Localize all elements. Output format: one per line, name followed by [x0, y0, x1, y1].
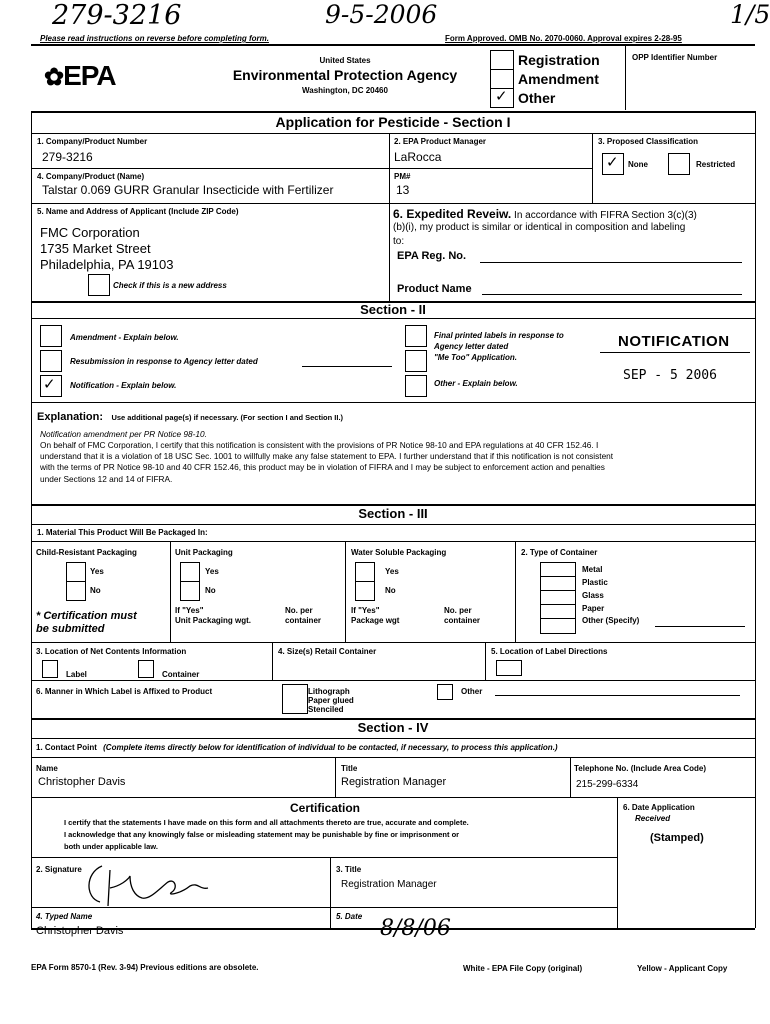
title-2-value: Registration Manager	[341, 879, 437, 890]
classification-none-label: None	[628, 160, 648, 169]
child-resistant-yes-checkbox[interactable]	[66, 562, 86, 582]
explanation-line-3: understand that it is a violation of 18 USC Sec. 1001 to willfully make any false statement to EPA. I further understand that if this notification is not consistent	[40, 451, 614, 461]
manner-label: 6. Manner in Which Label is Affixed to Product	[36, 687, 213, 696]
water-soluble-label: Water Soluble Packaging	[351, 548, 447, 557]
container-paper-label: Paper	[582, 604, 605, 613]
water-container-label: container	[444, 616, 481, 625]
certification-title: Certification	[289, 801, 360, 815]
unit-packaging-label: Unit Packaging	[175, 548, 233, 557]
pm-number-value: 13	[396, 183, 410, 197]
applicant-label: 5. Name and Address of Applicant (Include ZIP Code)	[37, 207, 239, 216]
notification-label: Notification - Explain below.	[70, 381, 177, 390]
water-soluble-no-checkbox[interactable]	[355, 581, 375, 601]
registration-checkbox[interactable]	[490, 50, 514, 70]
opp-identifier-label: OPP Identifier Number	[632, 53, 718, 62]
agency-name: Environmental Protection Agency	[232, 67, 458, 83]
classification-label: 3. Proposed Classification	[598, 137, 699, 146]
water-if-yes-label: If "Yes"	[351, 606, 380, 615]
unit-packaging-no-checkbox[interactable]	[180, 581, 200, 601]
container-other-label: Other (Specify)	[582, 616, 640, 625]
epa-logo: ✿EPA	[44, 60, 116, 91]
manner-other-checkbox[interactable]	[437, 684, 453, 700]
explanation-line-5: under Sections 12 and 14 of FIFRA.	[40, 474, 173, 484]
container-plastic-label: Plastic	[582, 578, 608, 587]
explanation-line-4: with the terms of PR Notice 98-10 and 40 CFR 152.46, this product may be in violation of FIFRA and I may be subject to enforcement action and penalties	[40, 462, 605, 472]
net-contents-label: 3. Location of Net Contents Information	[36, 647, 187, 656]
certification-note-2: be submitted	[36, 623, 105, 635]
classification-restricted-label: Restricted	[696, 160, 736, 169]
yellow-copy-label: Yellow - Applicant Copy	[637, 964, 728, 973]
new-address-label: Check if this is a new address	[113, 281, 227, 290]
white-copy-label: White - EPA File Copy (original)	[463, 964, 583, 973]
net-label-label: Label	[66, 670, 87, 679]
pm-number-label: PM#	[394, 172, 411, 181]
other-label: Other	[518, 90, 556, 106]
manner-lithograph-label: Lithograph	[308, 687, 350, 696]
check-mark-icon: ✓	[495, 88, 508, 105]
contact-name-value: Christopher Davis	[38, 776, 126, 788]
child-resistant-yes-label: Yes	[90, 567, 104, 576]
form-number: EPA Form 8570-1 (Rev. 3-94) Previous editions are obsolete.	[31, 963, 259, 972]
check-mark-icon: ✓	[43, 376, 56, 393]
handwritten-date-signed: 8/8/06	[380, 916, 451, 941]
epa-flower-icon: ✿	[44, 64, 64, 91]
check-mark-icon: ✓	[606, 154, 619, 171]
material-label: 1. Material This Product Will Be Packaged In:	[37, 528, 208, 537]
manner-lithograph-checkbox[interactable]	[282, 684, 308, 714]
label-directions-field[interactable]	[496, 660, 522, 676]
section-1-title: Application for Pesticide - Section I	[275, 114, 511, 130]
unit-container-label: container	[285, 616, 322, 625]
expedited-review-text-2: (b)(i), my product is similar or identical in composition and labeling	[393, 222, 686, 233]
signature-field[interactable]	[80, 858, 250, 908]
product-name-label: 4. Company/Product (Name)	[37, 172, 145, 181]
product-manager-label: 2. EPA Product Manager	[394, 137, 487, 146]
expedited-review-text-3: to:	[393, 236, 405, 247]
me-too-label: "Me Too" Application.	[434, 353, 517, 362]
agency-address: Washington, DC 20460	[302, 86, 388, 95]
container-type-label: 2. Type of Container	[521, 548, 598, 557]
package-wgt-label: Package wgt	[351, 616, 400, 625]
unit-packaging-no-label: No	[205, 586, 216, 595]
phone-label: Telephone No. (Include Area Code)	[574, 764, 707, 773]
agency-line1: United States	[319, 56, 371, 65]
certification-line-2: I acknowledge that any knowingly false or misleading statement may be punishable by fine or imprisonment or	[64, 830, 460, 839]
net-label-checkbox[interactable]	[42, 660, 58, 678]
final-labels-label: Final printed labels in response to	[434, 331, 564, 340]
handwritten-date: 9-5-2006	[325, 0, 438, 29]
date-received-label: 6. Date Application	[623, 803, 695, 812]
classification-restricted-checkbox[interactable]	[668, 153, 690, 175]
container-other-checkbox[interactable]	[540, 618, 576, 634]
handwritten-reg-number: 279-3216	[52, 0, 182, 31]
product-name-value: Talstar 0.069 GURR Granular Insecticide with Fertilizer	[42, 183, 334, 197]
net-container-label: Container	[162, 670, 200, 679]
other-explain-label: Other - Explain below.	[434, 379, 518, 388]
date-label: 5. Date	[336, 912, 363, 921]
container-metal-label: Metal	[582, 565, 603, 574]
phone-value: 215-299-6334	[576, 779, 639, 790]
unit-if-yes-label: If "Yes"	[175, 606, 204, 615]
applicant-line-3: Philadelphia, PA 19103	[40, 257, 174, 272]
explanation-label: Explanation: Use additional page(s) if necessary. (For section I and Section II.)	[37, 411, 344, 423]
amendment-explain-label: Amendment - Explain below.	[70, 333, 179, 342]
other-explain-checkbox[interactable]	[405, 375, 427, 397]
contact-title-value: Registration Manager	[341, 776, 447, 788]
applicant-line-1: FMC Corporation	[40, 225, 140, 240]
certification-note: * Certification must	[36, 610, 137, 622]
contact-name-label: Name	[36, 764, 58, 773]
retail-size-label: 4. Size(s) Retail Container	[278, 647, 377, 656]
resubmission-checkbox[interactable]	[40, 350, 62, 372]
title-2-label: 3. Title	[336, 865, 362, 874]
water-soluble-no-label: No	[385, 586, 396, 595]
notification-stamp: NOTIFICATION	[618, 333, 730, 350]
water-soluble-yes-label: Yes	[385, 567, 399, 576]
resubmission-label: Resubmission in response to Agency letter dated	[70, 357, 258, 366]
manner-paper-label: Paper glued	[308, 696, 354, 705]
contact-title-label: Title	[341, 764, 358, 773]
certification-line-3: both under applicable law.	[64, 842, 158, 851]
certification-line-1: I certify that the statements I have made on this form and all attachments thereto are true, accurate and complete.	[64, 818, 469, 827]
date-received-label-2: Received	[635, 814, 671, 823]
section-4-title: Section - IV	[357, 720, 429, 735]
company-number-value: 279-3216	[42, 150, 93, 164]
epa-reg-no-label: EPA Reg. No.	[397, 250, 467, 262]
child-resistant-no-label: No	[90, 586, 101, 595]
label-directions-label: 5. Location of Label Directions	[491, 647, 608, 656]
instructions-text: Please read instructions on reverse before completing form.	[40, 34, 269, 43]
signature-label: 2. Signature	[36, 865, 82, 874]
expedited-review-text: 6. Expedited Reveiw. In accordance with FIFRA Section 3(c)(3)	[393, 207, 697, 221]
product-manager-value: LaRocca	[394, 150, 442, 164]
stamped-text: (Stamped)	[650, 832, 704, 844]
water-soluble-yes-checkbox[interactable]	[355, 562, 375, 582]
net-container-checkbox[interactable]	[138, 660, 154, 678]
water-no-per-label: No. per	[444, 606, 472, 615]
container-glass-label: Glass	[582, 591, 604, 600]
explanation-line-1: Notification amendment per PR Notice 98-10.	[40, 429, 207, 439]
new-address-checkbox[interactable]	[88, 274, 110, 296]
company-number-label: 1. Company/Product Number	[37, 137, 148, 146]
contact-point-label: 1. Contact Point (Complete items directly below for identification of individual to be contacted, if necessary, to process this application.)	[36, 743, 558, 752]
unit-packaging-yes-label: Yes	[205, 567, 219, 576]
registration-label: Registration	[518, 52, 600, 68]
amendment-explain-checkbox[interactable]	[40, 325, 62, 347]
section-2-title: Section - II	[360, 302, 426, 317]
typed-name-label: 4. Typed Name	[36, 912, 93, 921]
manner-stenciled-label: Stenciled	[308, 705, 344, 714]
product-name-2-field[interactable]	[482, 294, 742, 295]
notification-stamp-date: SEP - 5 2006	[623, 368, 717, 383]
manner-other-label: Other	[461, 687, 483, 696]
child-resistant-no-checkbox[interactable]	[66, 581, 86, 601]
child-resistant-label: Child-Resistant Packaging	[36, 548, 137, 557]
section-3-title: Section - III	[358, 506, 428, 521]
me-too-checkbox[interactable]	[405, 350, 427, 372]
agency-letter-dated-label: Agency letter dated	[434, 342, 509, 351]
unit-packaging-yes-checkbox[interactable]	[180, 562, 200, 582]
explanation-line-2: On behalf of FMC Corporation, I certify that this notification is consistent with the provisions of PR Notice 98-10 and EPA regulations at 40 CFR 152.46. I	[40, 440, 599, 450]
typed-name-value: Christopher Davis	[36, 925, 124, 937]
product-name-2-label: Product Name	[397, 283, 472, 295]
epa-reg-no-field[interactable]	[480, 262, 742, 263]
applicant-line-2: 1735 Market Street	[40, 241, 151, 256]
unit-packaging-wgt-label: Unit Packaging wgt.	[175, 616, 252, 625]
handwritten-page: 1/5	[730, 0, 770, 29]
signature-drawing-icon	[80, 858, 250, 908]
final-labels-checkbox[interactable]	[405, 325, 427, 347]
amendment-label: Amendment	[518, 71, 599, 87]
approval-text: Form Approved. OMB No. 2070-0060. Approval expires 2-28-95	[445, 34, 682, 43]
amendment-checkbox[interactable]	[490, 69, 514, 89]
unit-no-per-label: No. per	[285, 606, 313, 615]
